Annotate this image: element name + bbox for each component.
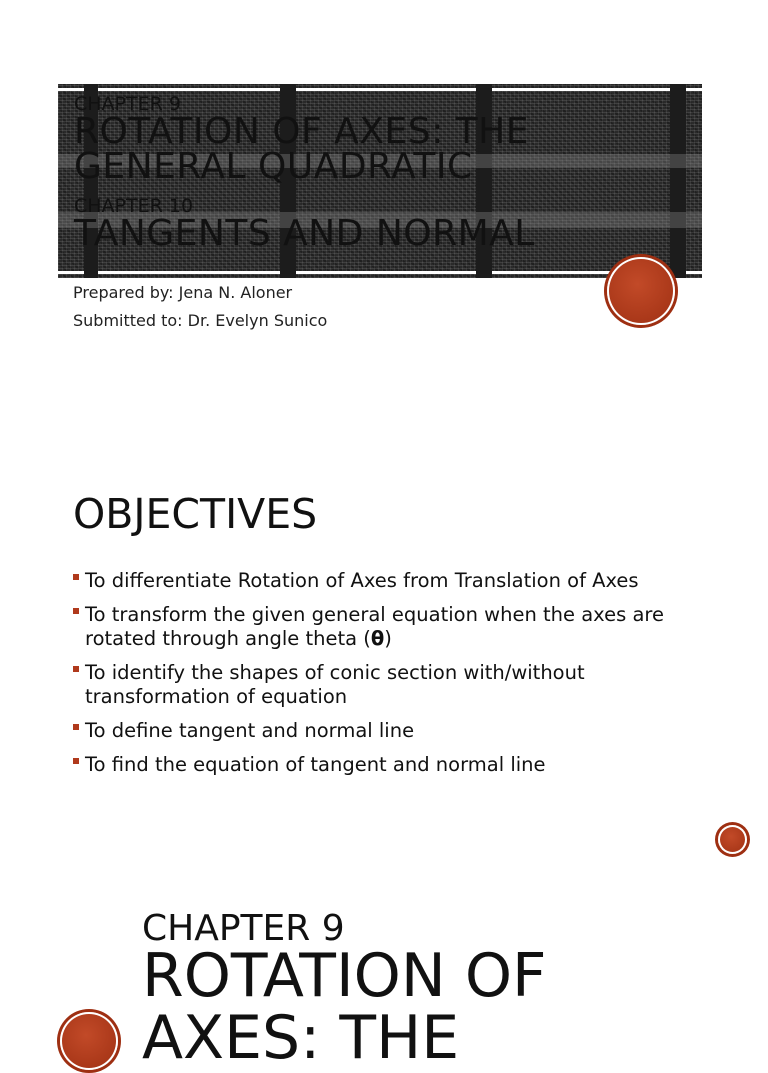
prepared-by: Prepared by: Jena N. Aloner <box>73 283 293 302</box>
title-block <box>74 93 594 254</box>
accent-circle-icon <box>718 825 747 854</box>
bullet-icon <box>73 666 79 672</box>
chapter10-label: CHAPTER 10 <box>74 195 194 217</box>
list-item: To transform the given general equation when the axes are rotated through angle theta (θ) <box>73 603 673 651</box>
chapter10-title: TANGENTS AND NORMAL <box>74 213 535 254</box>
accent-circle-icon <box>607 257 675 325</box>
list-item: To find the equation of tangent and normal line <box>73 753 673 777</box>
banner-texture <box>670 84 686 278</box>
theta-symbol: θ <box>370 627 385 650</box>
accent-circle-icon <box>60 1012 118 1070</box>
submitted-to: Submitted to: Dr. Evelyn Sunico <box>73 311 328 330</box>
list-item: To identify the shapes of conic section with/without transformation of equation <box>73 661 673 709</box>
bullet-icon <box>73 574 79 580</box>
objectives-title: OBJECTIVES <box>73 490 318 538</box>
chapter9-slide-label: CHAPTER 9 <box>142 908 345 949</box>
banner-bottom-line <box>58 271 702 274</box>
chapter9-label: CHAPTER 9 <box>74 93 181 115</box>
banner-top-line <box>58 88 702 91</box>
list-item: To differentiate Rotation of Axes from Translation of Axes <box>73 569 673 593</box>
list-item: To define tangent and normal line <box>73 719 673 743</box>
chapter9-title: ROTATION OF AXES: THE GENERAL QUADRATIC <box>74 111 529 187</box>
credits <box>73 279 327 335</box>
objectives-list <box>73 569 673 787</box>
bullet-icon <box>73 724 79 730</box>
chapter9-slide-title: ROTATION OF AXES: THE <box>142 941 547 1073</box>
bullet-icon <box>73 608 79 614</box>
bullet-icon <box>73 758 79 764</box>
